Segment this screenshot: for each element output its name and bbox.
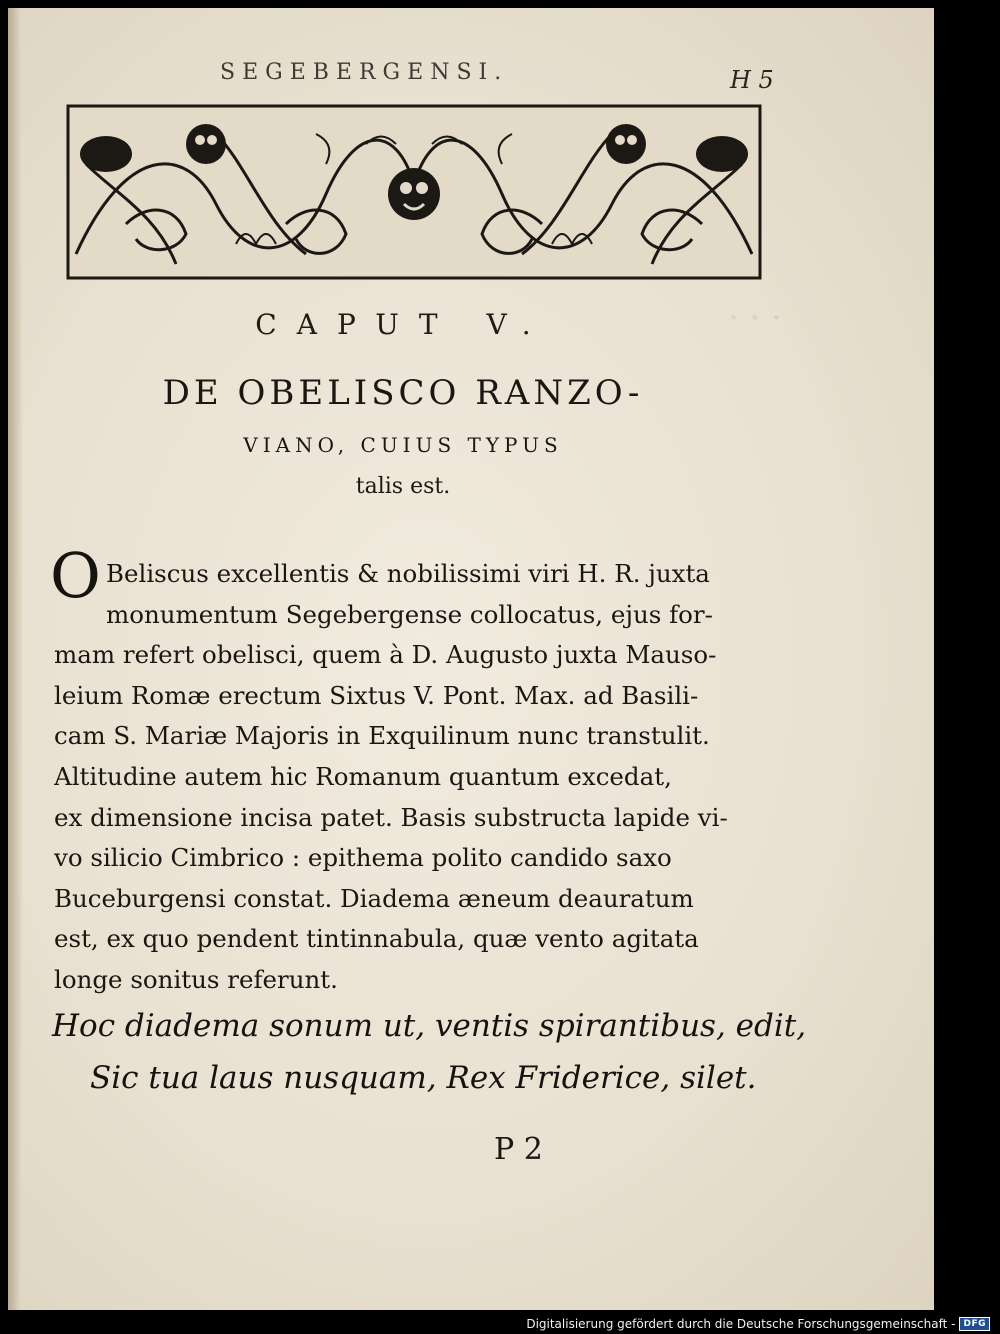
drop-capital: O <box>50 539 101 612</box>
chapter-title-line-2: VIANO, CUIUS TYPUS <box>243 433 563 457</box>
running-head: SEGEBERGENSI. <box>220 60 509 85</box>
body-line: mam refert obelisci, quem à D. Augusto juxta Mauso- <box>54 640 717 670</box>
floral-headpiece-ornament <box>66 104 762 280</box>
body-line: Buceburgensi constat. Diadema æneum deauratum <box>54 883 694 913</box>
chapter-heading: CAPUT V. <box>255 308 551 341</box>
chapter-title-line-1: DE OBELISCO RANZO- <box>162 373 644 413</box>
credit-text: Digitalisierung gefördert durch die Deutsche Forschungsgemeinschaft - <box>526 1317 956 1331</box>
body-paragraph <box>54 554 754 1001</box>
body-line: Altitudine autem hic Romanum quantum excedat, <box>54 761 672 791</box>
chapter-title-line-3: talis est. <box>355 474 451 499</box>
body-line: ex dimensione incisa patet. Basis substructa lapide vi- <box>54 802 728 832</box>
dfg-logo-icon: DFG <box>959 1317 990 1331</box>
body-line: vo silicio Cimbrico : epithema polito candido saxo <box>54 843 672 873</box>
verse-line-2: Sic tua laus nusquam, Rex Friderice, silet. <box>90 1060 757 1096</box>
show-through-decoration: · · · <box>728 298 783 338</box>
body-line: est, ex quo pendent tintinnabula, quæ vento agitata <box>54 924 699 954</box>
digitization-credit <box>526 1317 990 1331</box>
folio-number: H 5 <box>730 66 774 94</box>
body-line: Beliscus excellentis & nobilissimi viri H. R. juxta <box>106 559 710 588</box>
body-line: cam S. Mariæ Majoris in Exquilinum nunc transtulit. <box>54 721 710 751</box>
page-gutter <box>8 8 22 1310</box>
book-page <box>8 8 934 1310</box>
body-line: longe sonitus referunt. <box>54 964 338 994</box>
body-line: monumentum Segebergense collocatus, ejus for- <box>106 599 713 629</box>
verse-line-1: Hoc diadema sonum ut, ventis spirantibus, edit, <box>52 1008 807 1044</box>
body-line: leium Romæ erectum Sixtus V. Pont. Max. ad Basili- <box>54 680 699 710</box>
gathering-signature: P 2 <box>494 1132 543 1167</box>
